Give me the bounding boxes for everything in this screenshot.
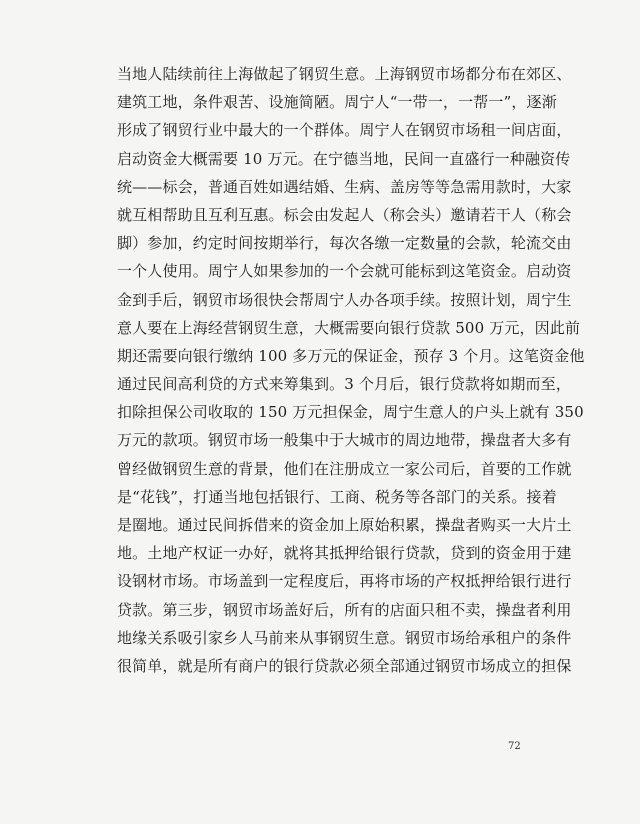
text-line: 贷款。第三步，钢贸市场盖好后，所有的店面只租不卖，操盘者利用	[117, 600, 572, 619]
text-line: 金到手后，钢贸市场很快会帮周宁人办各项手续。按照计划，周宁生	[117, 290, 572, 309]
page-number: 72	[508, 741, 521, 752]
text-line: 建筑工地，条件艰苦、设施简陋。周宁人“一带一，一帮一”，逐渐	[117, 93, 557, 112]
text-line: 脚）参加，约定时间按期举行，每次各缴一定数量的会款，轮流交由	[117, 234, 572, 253]
text-line: 设钢材市场。市场盖到一定程度后，再将市场的产权抵押给银行进行	[117, 572, 572, 591]
text-line: 很简单，就是所有商户的银行贷款必须全部通过钢贸市场成立的担保	[117, 656, 572, 675]
text-line: 启动资金大概需要 10 万元。在宁德当地，民间一直盛行一种融资传	[117, 149, 571, 168]
text-line: 万元的款项。钢贸市场一般集中于大城市的周边地带，操盘者大多有	[117, 431, 572, 450]
text-line: 意人要在上海经营钢贸生意，大概需要向银行贷款 500 万元，因此前	[117, 318, 581, 337]
text-line: 是“花钱”，打通当地包括银行、工商、税务等各部门的关系。接着	[117, 487, 557, 506]
text-line: 扣除担保公司收取的 150 万元担保金，周宁生意人的户头上就有 350	[117, 403, 584, 422]
text-line: 就互相帮助且互利互惠。标会由发起人（称会头）邀请若干人（称会	[117, 205, 572, 224]
text-line: 通过民间高利贷的方式来筹集到。3 个月后，银行贷款将如期而至，	[117, 375, 571, 394]
text-line: 形成了钢贸行业中最大的一个群体。周宁人在钢贸市场租一间店面，	[117, 121, 572, 140]
text-line: 曾经做钢贸生意的背景，他们在注册成立一家公司后，首要的工作就	[117, 459, 572, 478]
text-line: 当地人陆续前往上海做起了钢贸生意。上海钢贸市场都分布在郊区、	[117, 65, 572, 83]
text-line: 一个人使用。周宁人如果参加的一个会就可能标到这笔资金。启动资	[117, 262, 572, 281]
text-line: 统——标会，普通百姓如遇结婚、生病、盖房等等急需用款时，大家	[117, 177, 572, 196]
text-line: 是圈地。通过民间拆借来的资金加上原始积累，操盘者购买一大片土	[117, 516, 572, 534]
text-line: 期还需要向银行缴纳 100 多万元的保证金，预存 3 个月。这笔资金他	[117, 346, 585, 365]
text-line: 地。土地产权证一办好，就将其抵押给银行贷款，贷到的资金用于建	[117, 544, 572, 563]
body-text	[117, 60, 585, 680]
text-line: 地缘关系吸引家乡人马前来从事钢贸生意。钢贸市场给承租户的条件	[117, 628, 572, 647]
